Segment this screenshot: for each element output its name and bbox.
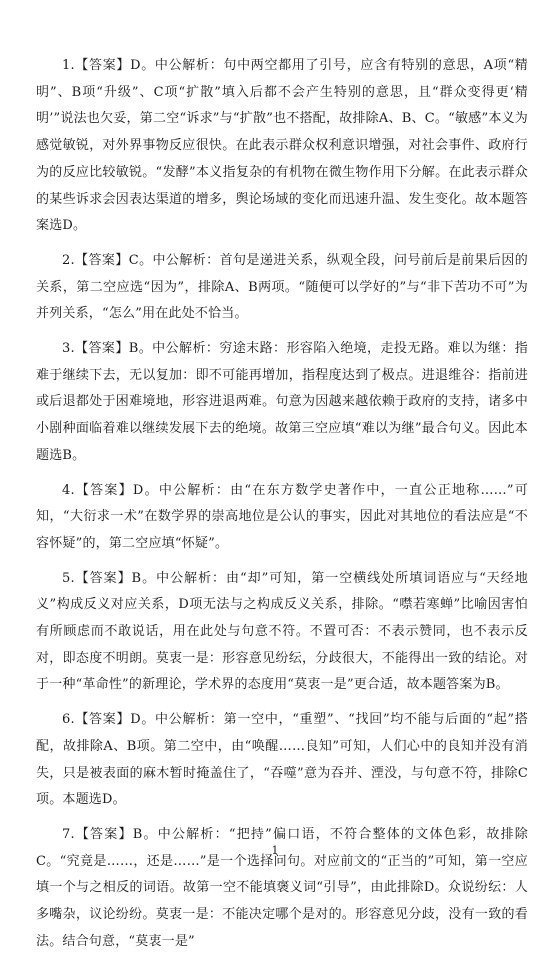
answer-paragraph-6: 6.【答案】D。中公解析：第一空中，“重塑”、“找回”均不能与后面的“起”搭配，故排除A、B项。第二空中，由“唤醒……良知”可知，人们心中的良知并没有消失，只是被表面的麻木暂时掩盖住了，“吞噬”意为吞并、湮没，与句意不符，排除C项。本题选D。 [36, 712, 528, 808]
answer-paragraph-4: 4.【答案】D。中公解析：由“在东方数学史著作中，一直公正地称……”可知，“大衍求一术”在数学界的崇高地位是公认的事实，因此对其地位的看法应是“不容怀疑”的，第二空应填“怀疑”。 [36, 482, 528, 551]
page-number: 1 [271, 844, 279, 857]
answer-paragraph-1: 1.【答案】D。中公解析：句中两空都用了引号，应含有特别的意思，A项“精明”、B项“升级”、C项“扩散”填入后都不会产生特别的意思，且“群众变得更‘精明’”说法也欠妥，第二空“诉求”与“扩散”也不搭配，故排除A、B、C。“敏感”本义为感觉敏锐，对外界事物反应很快。在此表示群众权利意识增强，对社会事件、政府行为的反应比较敏锐。“发酵”本义指复杂的有机物在微生物作用下分解。在此表示群众的某些诉求会因表达渠道的增多，舆论场域的变化而迅速升温、发生变化。故本题答案选D。 [36, 58, 528, 234]
answer-paragraph-5: 5.【答案】B。中公解析：由“却”可知，第一空横线处所填词语应与“天经地义”构成反义对应关系，D项无法与之构成反义关系，排除。“噤若寒蝉”比喻因害怕有所顾虑而不敢说话，用在此处与句意不符。不置可否：不表示赞同，也不表示反对，即态度不明朗。莫衷一是：形容意见纷纭，分歧很大，不能得出一致的结论。对于一种“革命性”的新理论，学术界的态度用“莫衷一是”更合适，故本题答案为B。 [36, 570, 528, 693]
answer-paragraph-3: 3.【答案】B。中公解析：穷途末路：形容陷入绝境，走投无路。难以为继：指难于继续下去，无以复加：即不可能再增加，指程度达到了极点。进退维谷：指前进或后退都处于困难境地，形容进退两难。句意为因越来越依赖于政府的支持，诸多中小剧种面临着难以继续发展下去的绝境。故第三空应填“难以为继”最合句义。因此本题选B。 [36, 341, 528, 463]
answer-paragraph-2: 2.【答案】C。中公解析：首句是递进关系，纵观全段，问号前后是前果后因的关系，第二空应选“因为”，排除A、B两项。“随便可以学好的”与“非下苦功不可”为并列关系，“怎么”用在此处不恰当。 [36, 252, 528, 322]
answer-explanations [36, 53, 528, 964]
answer-paragraph-7: 7.【答案】B。中公解析：“把持”偏口语，不符合整体的文体色彩，故排除C。“究竟是……，还是……”是一个选择问句。对应前文的“正当的”可知，第一空应填一个与之相反的词语。故第一空不能填褒义词“引导”，由此排除D。众说纷纭：人多嘴杂，议论纷纷。莫衷一是：不能决定哪个是对的。形容意见分歧，没有一致的看法。结合句意，“莫衷一是” [36, 826, 528, 949]
